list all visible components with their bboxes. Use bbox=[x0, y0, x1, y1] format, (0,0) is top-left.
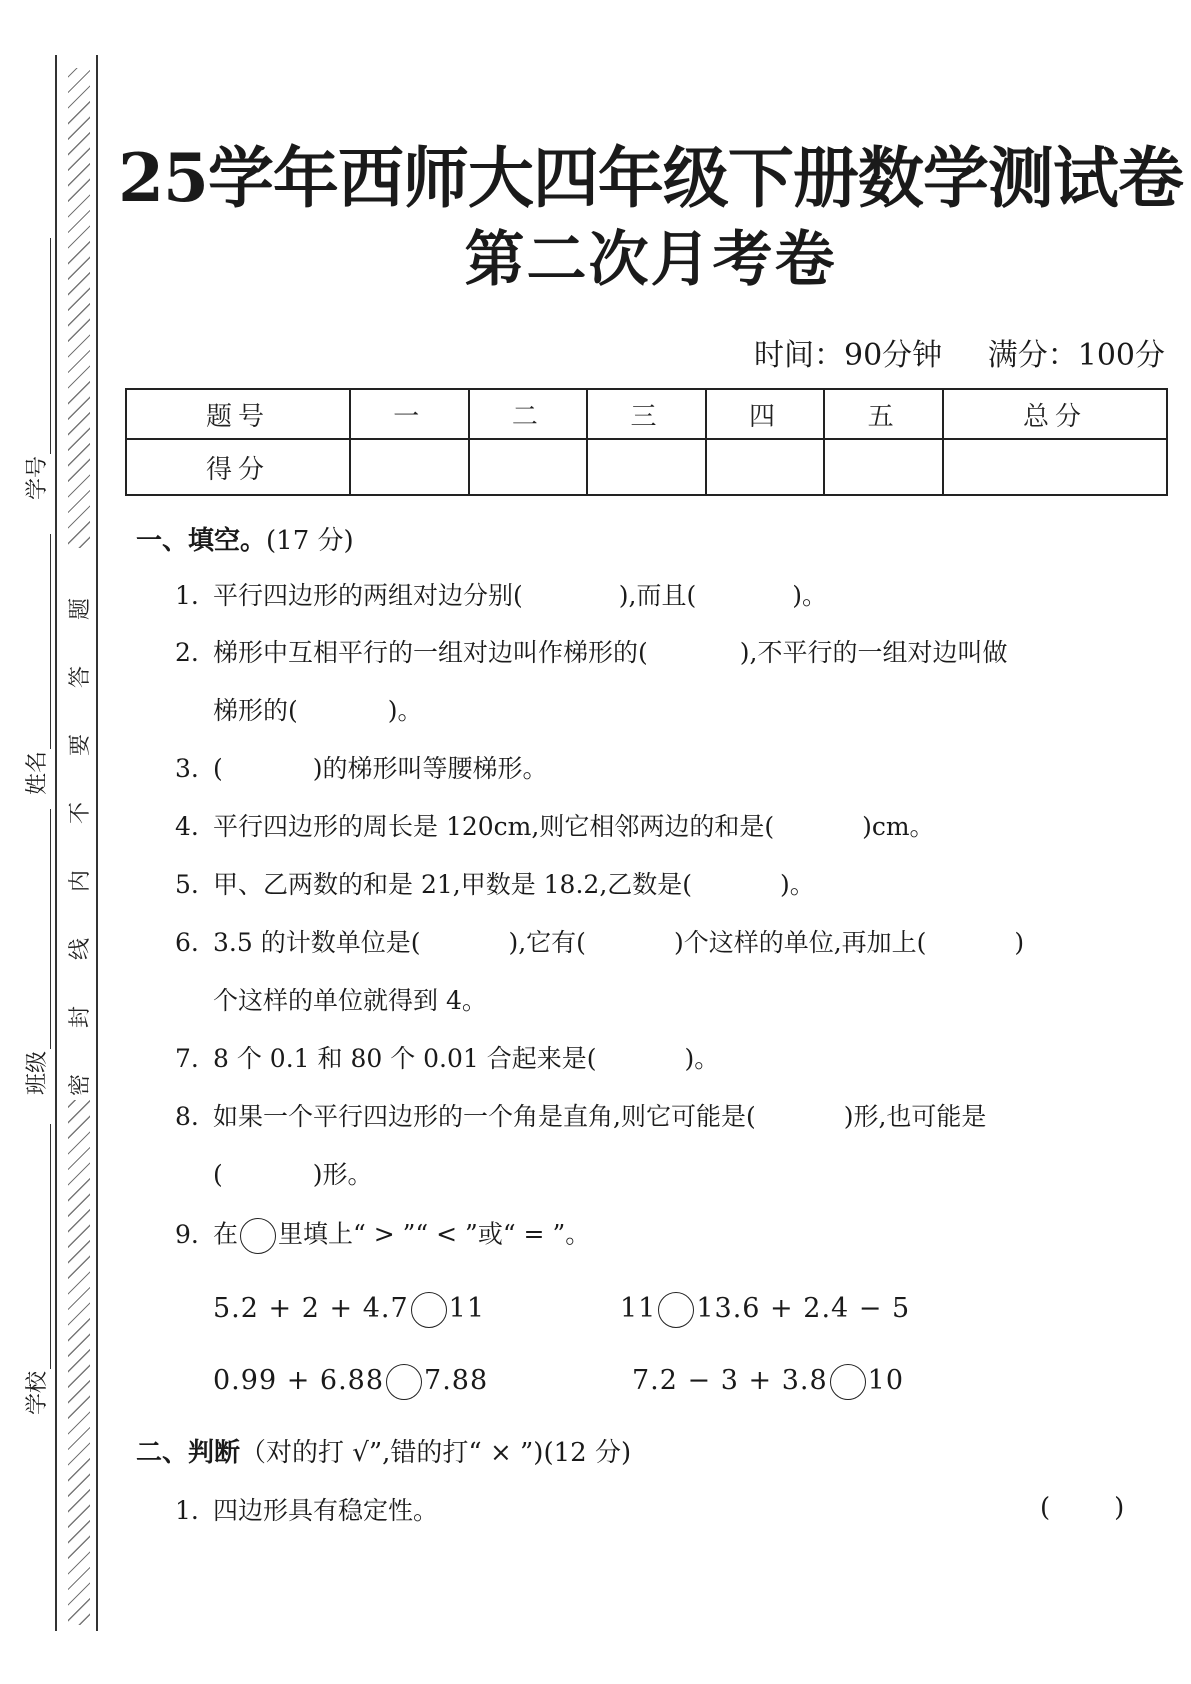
comparison-circle[interactable] bbox=[386, 1364, 422, 1400]
seal-char: 密 bbox=[68, 1074, 93, 1097]
question-9 bbox=[175, 1218, 590, 1254]
question-4 bbox=[175, 811, 935, 843]
score-input-cell[interactable] bbox=[350, 439, 469, 495]
question-text: 个这样的单位就得到 4。 bbox=[213, 986, 487, 1015]
question-text: ) bbox=[1014, 928, 1025, 957]
question-text: 甲、乙两数的和是 21,甲数是 18.2,乙数是( bbox=[213, 870, 693, 899]
question-7 bbox=[175, 1043, 719, 1075]
comparison-right: 11 bbox=[448, 1293, 485, 1324]
score-table-header-row bbox=[126, 389, 1167, 439]
question-8 bbox=[175, 1101, 986, 1133]
class-field[interactable] bbox=[20, 809, 51, 1095]
name-label: 姓名 bbox=[25, 750, 50, 795]
judge-question-1 bbox=[175, 1495, 438, 1527]
question-text: ),不平行的一组对边叫做 bbox=[739, 638, 1008, 667]
comparison-right: 13.6 + 2.4 − 5 bbox=[696, 1293, 911, 1324]
table-cell: 四 bbox=[706, 389, 825, 439]
question-text: ),而且( bbox=[618, 581, 697, 610]
question-text: 里填上“ > ”“ < ”或“ = ”。 bbox=[278, 1219, 591, 1249]
score-input-cell[interactable] bbox=[587, 439, 706, 495]
exam-full-score: 满分：100分 bbox=[987, 338, 1165, 373]
table-cell: 题号 bbox=[126, 389, 350, 439]
question-text: )。 bbox=[780, 870, 815, 899]
section-1-title-points: (17 分) bbox=[266, 526, 354, 556]
question-number: 5. bbox=[175, 870, 199, 899]
seal-char: 要 bbox=[68, 734, 93, 757]
table-cell: 总分 bbox=[943, 389, 1167, 439]
comparison-left: 0.99 + 6.88 bbox=[213, 1365, 385, 1396]
question-number: 3. bbox=[175, 754, 199, 783]
question-text: )。 bbox=[684, 1044, 720, 1073]
comparison-item bbox=[213, 1361, 488, 1401]
table-cell: 得分 bbox=[126, 439, 350, 495]
paren-close: ) bbox=[1114, 1493, 1125, 1523]
table-cell: 一 bbox=[350, 389, 469, 439]
comparison-right: 10 bbox=[867, 1365, 904, 1396]
seal-char: 题 bbox=[68, 598, 93, 621]
comparison-item bbox=[213, 1289, 485, 1329]
hatch-band-bottom bbox=[68, 1100, 90, 1625]
question-text: 3.5 的计数单位是( bbox=[213, 928, 421, 957]
seal-char: 内 bbox=[68, 870, 93, 893]
question-text: )的梯形叫等腰梯形。 bbox=[312, 754, 548, 783]
class-label: 班级 bbox=[25, 1050, 50, 1095]
question-2 bbox=[175, 637, 1007, 669]
question-text: ( bbox=[213, 1160, 223, 1189]
question-number: 9. bbox=[175, 1219, 199, 1249]
comparison-left: 11 bbox=[620, 1293, 657, 1324]
table-cell: 三 bbox=[587, 389, 706, 439]
question-text: )个这样的单位,再加上( bbox=[673, 928, 927, 957]
comparison-circle[interactable] bbox=[830, 1364, 866, 1400]
question-number: 2. bbox=[175, 638, 199, 667]
question-text: )。 bbox=[792, 581, 827, 610]
score-input-cell[interactable] bbox=[943, 439, 1167, 495]
table-cell: 二 bbox=[469, 389, 588, 439]
question-text: )形。 bbox=[312, 1160, 373, 1189]
question-2-continued bbox=[213, 695, 423, 727]
question-number: 7. bbox=[175, 1044, 199, 1073]
student-id-label: 学号 bbox=[25, 455, 50, 500]
school-line[interactable] bbox=[30, 1124, 51, 1369]
question-8-continued bbox=[213, 1159, 373, 1191]
comparison-circle[interactable] bbox=[658, 1292, 694, 1328]
question-number: 4. bbox=[175, 812, 199, 841]
comparison-circle[interactable] bbox=[411, 1292, 447, 1328]
score-table-score-row bbox=[126, 439, 1167, 495]
seal-char: 封 bbox=[68, 1006, 93, 1029]
school-label: 学校 bbox=[25, 1370, 50, 1415]
question-3 bbox=[175, 753, 548, 785]
comparison-item bbox=[620, 1289, 910, 1329]
question-text: 平行四边形的周长是 120cm,则它相邻两边的和是( bbox=[213, 812, 775, 841]
seal-char: 答 bbox=[68, 666, 93, 689]
exam-meta bbox=[754, 330, 1165, 374]
question-6 bbox=[175, 927, 1024, 959]
hatch-band-top bbox=[68, 68, 90, 548]
name-line[interactable] bbox=[30, 534, 51, 749]
question-number: 1. bbox=[175, 1496, 199, 1525]
question-number: 6. bbox=[175, 928, 199, 957]
comparison-left: 7.2 − 3 + 3.8 bbox=[632, 1365, 828, 1396]
comparison-right: 7.88 bbox=[424, 1365, 489, 1396]
question-6-continued bbox=[213, 985, 487, 1017]
school-field[interactable] bbox=[20, 1124, 51, 1415]
score-input-cell[interactable] bbox=[469, 439, 588, 495]
question-number: 8. bbox=[175, 1102, 199, 1131]
score-input-cell[interactable] bbox=[706, 439, 825, 495]
exam-time: 时间：90分钟 bbox=[754, 338, 943, 373]
binding-line-outer bbox=[55, 55, 57, 1631]
section-1-title bbox=[136, 520, 354, 557]
circle-icon bbox=[240, 1218, 276, 1254]
section-2-title-main: 二、判断 bbox=[136, 1438, 241, 1468]
question-text: 平行四边形的两组对边分别( bbox=[213, 581, 523, 610]
question-text: )。 bbox=[387, 696, 423, 725]
question-text: )cm。 bbox=[862, 812, 935, 841]
class-line[interactable] bbox=[30, 809, 51, 1049]
seal-char: 不 bbox=[68, 802, 93, 825]
question-text: 如果一个平行四边形的一个角是直角,则它可能是( bbox=[213, 1102, 756, 1131]
page-subtitle: 第二次月考卷 bbox=[464, 225, 837, 295]
seal-char: 线 bbox=[68, 938, 93, 961]
question-text: 8 个 0.1 和 80 个 0.01 合起来是( bbox=[213, 1044, 597, 1073]
score-input-cell[interactable] bbox=[824, 439, 943, 495]
paren-open: ( bbox=[1040, 1493, 1051, 1523]
student-id-line[interactable] bbox=[30, 238, 51, 454]
page-title: 25学年西师大四年级下册数学测试卷 bbox=[118, 139, 1183, 217]
score-table bbox=[125, 388, 1168, 496]
name-field[interactable] bbox=[20, 534, 51, 795]
question-text: 在 bbox=[213, 1219, 239, 1249]
question-text: 四边形具有稳定性。 bbox=[213, 1496, 439, 1525]
binding-line-inner bbox=[96, 55, 98, 1631]
comparison-left: 5.2 + 2 + 4.7 bbox=[213, 1293, 409, 1324]
question-text: ),它有( bbox=[508, 928, 586, 957]
section-2-title-points: （对的打 √”,错的打“ × ”)(12 分) bbox=[240, 1438, 632, 1468]
question-1 bbox=[175, 580, 827, 612]
student-id-field[interactable] bbox=[20, 238, 51, 500]
question-number: 1. bbox=[175, 581, 199, 610]
table-cell: 五 bbox=[824, 389, 943, 439]
judge-answer-box[interactable] bbox=[1040, 1493, 1124, 1523]
comparison-item bbox=[632, 1361, 904, 1401]
question-5 bbox=[175, 869, 815, 901]
section-2-title bbox=[136, 1432, 631, 1469]
question-text: 梯形中互相平行的一组对边叫作梯形的( bbox=[213, 638, 648, 667]
section-1-title-main: 一、填空。 bbox=[136, 526, 267, 556]
question-text: ( bbox=[213, 754, 223, 783]
question-text: )形,也可能是 bbox=[843, 1102, 987, 1131]
question-text: 梯形的( bbox=[213, 696, 298, 725]
